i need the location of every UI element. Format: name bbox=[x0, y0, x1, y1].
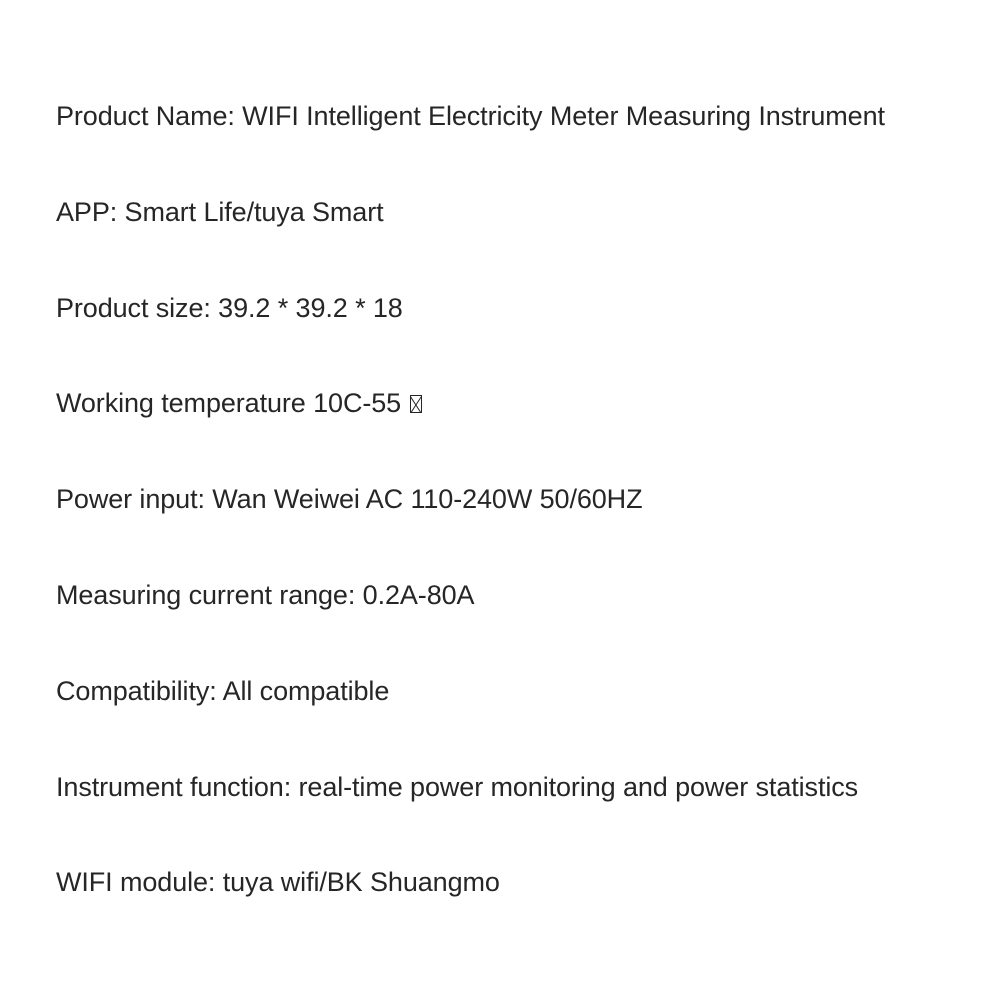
spec-compatibility-text: Compatibility: All compatible bbox=[56, 675, 390, 706]
spec-power-input bbox=[56, 479, 986, 575]
spec-app bbox=[56, 192, 986, 288]
spec-current-range bbox=[56, 575, 986, 671]
spec-current-range-text: Measuring current range: 0.2A-80A bbox=[56, 579, 475, 610]
missing-character-box-icon bbox=[410, 395, 422, 413]
spec-power-input-text: Power input: Wan Weiwei AC 110-240W 50/60HZ bbox=[56, 484, 643, 515]
spec-app-text: APP: Smart Life/tuya Smart bbox=[56, 196, 384, 227]
spec-instrument-function-text: Instrument function: real-time power monitoring and power statistics bbox=[56, 771, 859, 802]
spec-wifi-module bbox=[56, 862, 986, 958]
product-spec-list bbox=[56, 96, 986, 958]
spec-product-size-text: Product size: 39.2 * 39.2 * 18 bbox=[56, 292, 403, 323]
spec-working-temperature-text: Working temperature 10C-55 bbox=[56, 388, 409, 419]
spec-instrument-function bbox=[56, 767, 986, 863]
spec-product-name-text: Product Name: WIFI Intelligent Electricity Meter Measuring Instrument bbox=[56, 101, 885, 131]
spec-wifi-module-text: WIFI module: tuya wifi/BK Shuangmo bbox=[56, 867, 500, 898]
spec-product-name bbox=[56, 96, 986, 192]
spec-working-temperature bbox=[56, 383, 986, 479]
spec-product-size bbox=[56, 288, 986, 384]
spec-compatibility bbox=[56, 671, 986, 767]
